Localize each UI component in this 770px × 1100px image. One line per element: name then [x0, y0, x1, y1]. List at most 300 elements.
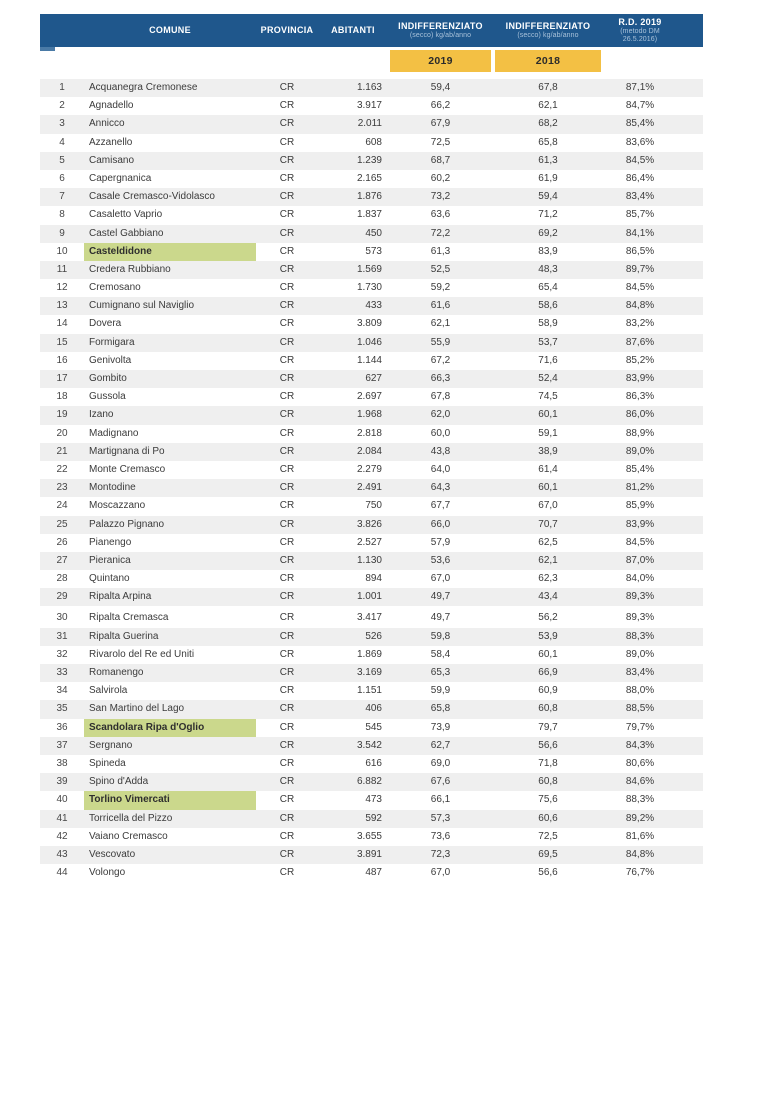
table-row — [40, 682, 703, 700]
indifferenziato-2019-value: 73,9 — [430, 721, 451, 733]
provincia-value: CR — [279, 612, 295, 624]
abitanti-value: 3.809 — [356, 318, 382, 330]
comune-name-text: Cumignano sul Naviglio — [89, 300, 195, 312]
indifferenziato-2018-value: 43,4 — [538, 591, 558, 603]
indifferenziato-2019-value: 64,3 — [430, 482, 451, 494]
rd-2019-value: 89,3% — [625, 591, 655, 603]
indifferenziato-2018-value: 74,5 — [538, 391, 558, 403]
indifferenziato-2019-value: 66,0 — [430, 518, 451, 530]
indifferenziato-2018-value: 60,6 — [538, 812, 558, 824]
year-badge-2019 — [390, 50, 491, 72]
table-row — [40, 188, 703, 206]
table-row — [40, 443, 703, 461]
indifferenziato-2018-value: 75,6 — [538, 794, 558, 806]
row-number: 26 — [56, 536, 68, 548]
comune-name — [84, 225, 256, 243]
table-row — [40, 828, 703, 846]
row-number: 15 — [56, 336, 68, 348]
abitanti-value: 3.891 — [356, 848, 382, 860]
abitanti-value: 3.542 — [356, 739, 382, 751]
comune-name-text: Ripalta Guerina — [89, 630, 159, 642]
indifferenziato-2019-value: 62,0 — [430, 409, 451, 421]
indifferenziato-2019-value: 67,8 — [430, 391, 451, 403]
rd-2019-value: 83,9% — [625, 373, 655, 384]
indifferenziato-2018-value: 66,9 — [538, 667, 558, 678]
abitanti-value: 2.527 — [356, 536, 382, 548]
indifferenziato-2018-value: 59,1 — [538, 427, 558, 439]
rd-2019-value: 86,4% — [625, 172, 655, 184]
comune-name — [84, 552, 256, 570]
comune-name — [84, 700, 256, 718]
rd-2019-value: 84,5% — [625, 536, 655, 548]
indifferenziato-2019-value: 66,2 — [430, 100, 451, 112]
abitanti-value: 406 — [365, 703, 382, 715]
abitanti-value: 627 — [365, 373, 382, 384]
abitanti-value: 1.151 — [356, 685, 382, 697]
indifferenziato-2018-value: 61,9 — [538, 172, 558, 184]
indifferenziato-2019-value: 61,3 — [430, 245, 451, 257]
indifferenziato-2019-value: 73,6 — [430, 830, 451, 842]
table-row — [40, 115, 703, 133]
indifferenziato-2019-value: 69,0 — [430, 757, 451, 769]
row-number: 12 — [56, 282, 68, 294]
indifferenziato-2018-value: 71,6 — [538, 354, 558, 366]
rd-2019-value: 83,2% — [625, 318, 655, 330]
indifferenziato-2018-value: 71,2 — [538, 209, 558, 221]
comune-name-text: Ripalta Arpina — [89, 591, 152, 603]
indifferenziato-2019-value: 72,5 — [430, 136, 451, 148]
table-row — [40, 334, 703, 352]
header-label-provincia: PROVINCIA — [260, 25, 314, 36]
provincia-value: CR — [279, 282, 295, 294]
row-number: 40 — [56, 794, 68, 806]
indifferenziato-2018-value: 72,5 — [538, 830, 558, 842]
comune-name — [84, 570, 256, 588]
comune-name — [84, 115, 256, 133]
header-label-indifferenziato-2019: INDIFFERENZIATO — [398, 20, 483, 31]
abitanti-value: 750 — [365, 500, 382, 512]
header-sublabel-indifferenziato-2018: (secco) kg/ab/anno — [517, 32, 579, 40]
row-number: 31 — [56, 630, 68, 642]
indifferenziato-2019-value: 49,7 — [430, 591, 451, 603]
abitanti-value: 608 — [365, 136, 382, 148]
rd-2019-value: 86,0% — [625, 409, 655, 421]
rd-2019-value: 86,5% — [625, 245, 655, 257]
table-row — [40, 864, 703, 882]
rd-2019-value: 89,3% — [625, 612, 655, 624]
comune-name-text: San Martino del Lago — [89, 703, 185, 715]
indifferenziato-2019-value: 64,0 — [430, 463, 451, 475]
abitanti-value: 433 — [365, 300, 382, 312]
provincia-value: CR — [279, 573, 295, 585]
comune-name-text: Formigara — [89, 336, 135, 348]
rd-2019-value: 88,0% — [625, 685, 655, 697]
comune-name — [84, 406, 256, 424]
indifferenziato-2018-value: 61,4 — [538, 463, 558, 475]
indifferenziato-2018-value: 69,2 — [538, 227, 558, 239]
row-number: 41 — [56, 812, 68, 824]
provincia-value: CR — [279, 648, 295, 660]
provincia-value: CR — [279, 812, 295, 824]
table-row — [40, 461, 703, 479]
rd-2019-value: 85,9% — [625, 500, 655, 512]
comune-name-text: Spineda — [89, 757, 126, 769]
abitanti-value: 1.869 — [356, 648, 382, 660]
rd-2019-value: 84,3% — [625, 739, 655, 751]
indifferenziato-2019-value: 72,2 — [430, 227, 451, 239]
provincia-value: CR — [279, 118, 295, 130]
comune-name-text: Agnadello — [89, 100, 134, 112]
comune-name — [84, 370, 256, 388]
rd-2019-value: 87,0% — [625, 554, 655, 566]
header-corner-fold — [40, 47, 55, 51]
table-row — [40, 737, 703, 755]
table-row — [40, 534, 703, 552]
rd-2019-value: 84,8% — [625, 300, 655, 312]
rd-2019-value: 85,4% — [625, 118, 655, 130]
rd-2019-value: 89,7% — [625, 263, 655, 275]
row-number: 6 — [59, 172, 65, 184]
provincia-value: CR — [279, 776, 295, 788]
row-number: 14 — [56, 318, 68, 330]
indifferenziato-2019-value: 59,2 — [430, 282, 451, 294]
indifferenziato-2018-value: 52,4 — [538, 373, 558, 384]
comune-name — [84, 297, 256, 315]
comune-name — [84, 737, 256, 755]
indifferenziato-2018-value: 58,6 — [538, 300, 558, 312]
indifferenziato-2018-value: 62,1 — [538, 554, 558, 566]
table-row — [40, 134, 703, 152]
abitanti-value: 473 — [365, 794, 382, 806]
indifferenziato-2018-value: 38,9 — [538, 445, 558, 457]
rd-2019-value: 89,0% — [625, 648, 655, 660]
rd-2019-value: 84,0% — [625, 573, 655, 585]
abitanti-value: 3.917 — [356, 100, 382, 112]
comune-name — [84, 97, 256, 115]
table-row — [40, 315, 703, 333]
abitanti-value: 545 — [365, 721, 382, 733]
header-label-comune: COMUNE — [149, 25, 191, 36]
indifferenziato-2018-value: 60,8 — [538, 703, 558, 715]
header-col-indifferenziato-2019 — [388, 21, 493, 40]
table-row — [40, 570, 703, 588]
comune-name-text: Torricella del Pizzo — [89, 812, 173, 824]
abitanti-value: 3.169 — [356, 667, 382, 678]
table-row — [40, 97, 703, 115]
comune-name — [84, 828, 256, 846]
provincia-value: CR — [279, 703, 295, 715]
row-number: 33 — [56, 667, 68, 678]
rd-2019-value: 84,1% — [625, 227, 655, 239]
row-number: 32 — [56, 648, 68, 660]
indifferenziato-2019-value: 59,8 — [430, 630, 451, 642]
indifferenziato-2019-value: 67,9 — [430, 118, 451, 130]
table-row — [40, 497, 703, 515]
provincia-value: CR — [279, 300, 295, 312]
comune-name-text: Pianengo — [89, 536, 132, 548]
indifferenziato-2018-value: 56,6 — [538, 867, 558, 879]
comune-name — [84, 334, 256, 352]
abitanti-value: 526 — [365, 630, 382, 642]
comune-name-text: Gussola — [89, 391, 126, 403]
comune-name — [84, 388, 256, 406]
row-number: 24 — [56, 500, 68, 512]
indifferenziato-2018-value: 62,5 — [538, 536, 558, 548]
abitanti-value: 3.655 — [356, 830, 382, 842]
rd-2019-value: 79,7% — [625, 721, 655, 733]
abitanti-value: 1.876 — [356, 191, 382, 203]
comune-name-text: Sergnano — [89, 739, 133, 751]
comune-name — [84, 628, 256, 646]
rd-2019-value: 86,3% — [625, 391, 655, 403]
indifferenziato-2018-value: 48,3 — [538, 263, 558, 275]
abitanti-value: 2.818 — [356, 427, 382, 439]
comune-name — [84, 443, 256, 461]
indifferenziato-2018-value: 83,9 — [538, 245, 558, 257]
table-row — [40, 225, 703, 243]
indifferenziato-2018-value: 56,2 — [538, 612, 558, 624]
row-number: 36 — [56, 721, 68, 733]
comune-name-highlighted: Scandolara Ripa d'Oglio — [84, 719, 256, 737]
provincia-value: CR — [279, 685, 295, 697]
row-number: 28 — [56, 573, 68, 585]
comune-name-text: Genivolta — [89, 354, 132, 366]
provincia-value: CR — [279, 172, 295, 184]
rd-2019-value: 83,9% — [625, 518, 655, 530]
table-row — [40, 700, 703, 718]
row-number: 13 — [56, 300, 68, 312]
table-row — [40, 846, 703, 864]
abitanti-value: 2.084 — [356, 445, 382, 457]
provincia-value: CR — [279, 100, 295, 112]
rd-2019-value: 87,1% — [625, 82, 655, 93]
abitanti-value: 2.011 — [357, 118, 382, 130]
rd-2019-value: 83,4% — [625, 191, 655, 203]
comune-name-text: Salvirola — [89, 685, 128, 697]
comune-name — [84, 152, 256, 170]
indifferenziato-2019-value: 62,7 — [430, 739, 451, 751]
abitanti-value: 3.417 — [356, 612, 382, 624]
provincia-value: CR — [279, 867, 295, 879]
indifferenziato-2019-value: 66,1 — [430, 794, 451, 806]
comune-name — [84, 664, 256, 682]
comune-name — [84, 516, 256, 534]
comune-name-text: Annicco — [89, 118, 125, 130]
comune-name-text: Madignano — [89, 427, 139, 439]
comune-name-text: Ripalta Cremasca — [89, 612, 169, 624]
indifferenziato-2018-value: 59,4 — [538, 191, 558, 203]
comune-name-text: Monte Cremasco — [89, 463, 166, 475]
header-col-provincia — [256, 25, 318, 35]
row-number: 7 — [59, 191, 65, 203]
provincia-value: CR — [279, 82, 295, 93]
indifferenziato-2019-value: 57,9 — [430, 536, 451, 548]
comune-name — [84, 588, 256, 606]
rd-2019-value: 88,9% — [625, 427, 655, 439]
table-row — [40, 479, 703, 497]
abitanti-value: 487 — [365, 867, 382, 879]
indifferenziato-2019-value: 59,9 — [430, 685, 451, 697]
comune-name-highlighted: Casteldidone — [84, 243, 256, 261]
abitanti-value: 1.130 — [356, 554, 382, 566]
provincia-value: CR — [279, 409, 295, 421]
indifferenziato-2019-value: 62,1 — [430, 318, 451, 330]
table-row — [40, 352, 703, 370]
comune-name — [84, 188, 256, 206]
header-label-abitanti: ABITANTI — [331, 25, 375, 36]
rd-2019-value: 84,5% — [625, 282, 655, 294]
comune-name-text: Credera Rubbiano — [89, 263, 171, 275]
row-number: 42 — [56, 830, 68, 842]
provincia-value: CR — [279, 445, 295, 457]
comune-name — [84, 791, 256, 809]
rd-2019-value: 80,6% — [625, 757, 655, 769]
comune-name-text: Martignana di Po — [89, 445, 165, 457]
indifferenziato-2019-value: 67,6 — [430, 776, 451, 788]
header-label-rd-2019: R.D. 2019 — [618, 16, 662, 27]
indifferenziato-2019-value: 60,2 — [430, 172, 451, 184]
rd-2019-value: 83,6% — [625, 136, 655, 148]
table-row — [40, 719, 703, 737]
abitanti-value: 616 — [365, 757, 382, 769]
provincia-value: CR — [279, 630, 295, 642]
table-row — [40, 243, 703, 261]
table-row — [40, 516, 703, 534]
comune-name-text: Cremosano — [89, 282, 141, 294]
indifferenziato-2019-value: 52,5 — [430, 263, 451, 275]
header-col-abitanti — [318, 25, 388, 35]
indifferenziato-2018-value: 68,2 — [538, 118, 558, 130]
provincia-value: CR — [279, 191, 295, 203]
abitanti-value: 1.001 — [356, 591, 382, 603]
table-row — [40, 552, 703, 570]
abitanti-value: 1.968 — [356, 409, 382, 421]
row-number: 4 — [59, 136, 65, 148]
indifferenziato-2018-value: 71,8 — [538, 757, 558, 769]
indifferenziato-2018-value: 62,1 — [538, 100, 558, 112]
abitanti-value: 2.697 — [356, 391, 382, 403]
abitanti-value: 2.491 — [356, 482, 382, 494]
provincia-value: CR — [279, 757, 295, 769]
comune-name — [84, 279, 256, 297]
table-row — [40, 588, 703, 606]
header-col-comune — [84, 25, 256, 35]
abitanti-value: 592 — [365, 812, 382, 824]
rd-2019-value: 85,7% — [625, 209, 655, 221]
provincia-value: CR — [279, 245, 295, 257]
abitanti-value: 450 — [365, 227, 382, 239]
row-number: 39 — [56, 776, 68, 788]
indifferenziato-2019-value: 49,7 — [430, 612, 451, 624]
comune-name-text: Casale Cremasco-Vidolasco — [89, 191, 215, 203]
comune-name-text: Dovera — [89, 318, 122, 330]
table-row — [40, 810, 703, 828]
table-row — [40, 370, 703, 388]
rd-2019-value: 88,3% — [625, 794, 655, 806]
provincia-value: CR — [279, 427, 295, 439]
rd-2019-value: 89,0% — [625, 445, 655, 457]
comune-name-text: Rivarolo del Re ed Uniti — [89, 648, 195, 660]
comune-name — [84, 479, 256, 497]
provincia-value: CR — [279, 536, 295, 548]
abitanti-value: 2.165 — [356, 172, 382, 184]
comune-name-text: Camisano — [89, 154, 135, 166]
indifferenziato-2019-value: 67,2 — [430, 354, 451, 366]
indifferenziato-2019-value: 67,7 — [430, 500, 451, 512]
indifferenziato-2018-value: 60,8 — [538, 776, 558, 788]
provincia-value: CR — [279, 336, 295, 348]
table-row — [40, 406, 703, 424]
indifferenziato-2018-value: 58,9 — [538, 318, 558, 330]
rd-2019-value: 88,5% — [625, 703, 655, 715]
row-number: 27 — [56, 554, 68, 566]
table-row — [40, 791, 703, 809]
indifferenziato-2018-value: 53,9 — [538, 630, 558, 642]
comune-name-text: Azzanello — [89, 136, 133, 148]
row-number: 3 — [59, 118, 65, 130]
comune-name — [84, 609, 256, 627]
row-number: 22 — [56, 463, 68, 475]
row-number: 17 — [56, 373, 68, 384]
row-number: 5 — [59, 154, 65, 166]
row-number: 10 — [56, 245, 68, 257]
provincia-value: CR — [279, 739, 295, 751]
provincia-value: CR — [279, 591, 295, 603]
indifferenziato-2018-value: 70,7 — [538, 518, 558, 530]
header-col-indifferenziato-2018 — [493, 21, 603, 40]
header-sublabel-rd-2019: (metodo DM 26.5.2016) — [620, 28, 660, 44]
header-label-indifferenziato-2018: INDIFFERENZIATO — [505, 20, 591, 31]
header-col-rd-2019 — [603, 17, 703, 44]
table-row — [40, 279, 703, 297]
comune-name — [84, 352, 256, 370]
comune-name — [84, 461, 256, 479]
comune-name-text: Izano — [89, 409, 114, 421]
rd-2019-value: 88,3% — [625, 630, 655, 642]
comune-name-text: Spino d'Adda — [89, 776, 149, 788]
indifferenziato-2019-value: 60,0 — [430, 427, 451, 439]
indifferenziato-2018-value: 60,1 — [538, 482, 558, 494]
comune-name-text: Moscazzano — [89, 500, 146, 512]
comune-name — [84, 315, 256, 333]
rd-2019-value: 84,7% — [625, 100, 655, 112]
indifferenziato-2018-value: 56,6 — [538, 739, 558, 751]
table-row — [40, 755, 703, 773]
provincia-value: CR — [279, 848, 295, 860]
comune-name-text: Quintano — [89, 573, 130, 585]
provincia-value: CR — [279, 263, 295, 275]
comune-name-text: Acquanegra Cremonese — [89, 82, 198, 93]
comune-name — [84, 206, 256, 224]
table-row — [40, 206, 703, 224]
comune-name — [84, 497, 256, 515]
indifferenziato-2019-value: 67,0 — [430, 867, 451, 879]
indifferenziato-2019-value: 53,6 — [430, 554, 451, 566]
table-row — [40, 297, 703, 315]
year-badge-2018 — [495, 50, 601, 72]
table-row — [40, 170, 703, 188]
indifferenziato-2018-value: 53,7 — [538, 336, 558, 348]
comune-name-text: Gombito — [89, 373, 127, 384]
table-row — [40, 388, 703, 406]
indifferenziato-2018-value: 61,3 — [538, 154, 558, 166]
comune-name — [84, 425, 256, 443]
table-row — [40, 646, 703, 664]
rd-2019-value: 85,2% — [625, 354, 655, 366]
row-number: 25 — [56, 518, 68, 530]
table-row — [40, 152, 703, 170]
indifferenziato-2018-value: 60,1 — [538, 648, 558, 660]
